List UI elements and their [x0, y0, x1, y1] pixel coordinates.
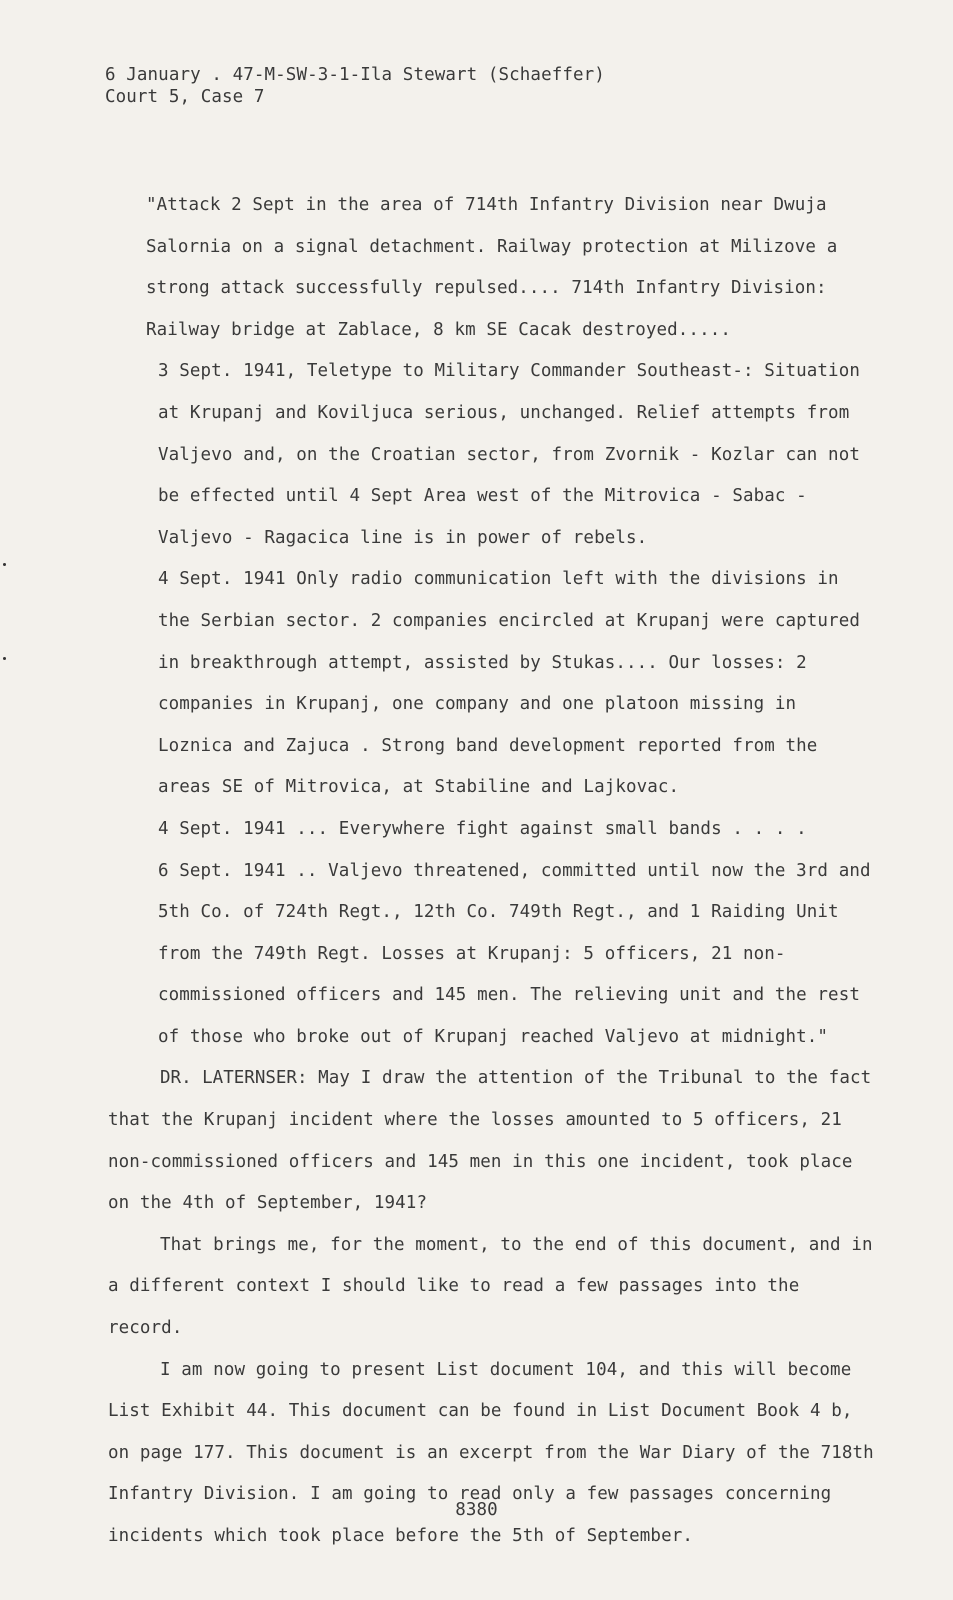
- quote-paragraph-2-sept: "Attack 2 Sept in the area of 714th Infantry Division near Dwuja Salornia on a signal detachment. Railway protection at Milizove a strong attack successfully repulsed.... 714th Infantry Division: Railway bridge at Zablace, 8 km SE Cacak destroyed.....: [146, 195, 838, 340]
- quote-paragraph-4-sept: 4 Sept. 1941 Only radio communication left with the divisions in the Serbian sector. 2 companies encircled at Krupanj were captured in breakthrough attempt, assisted by Stukas.... Our losses: 2 companies in Krupanj, one company and one platoon missing in Loznica and Zajuca . Strong band development reported from the areas SE of Mitrovica, at Stabiline and Lajkovac.: [158, 569, 860, 798]
- quote-paragraph-3-sept: 3 Sept. 1941, Teletype to Military Commander Southeast-: Situation at Krupanj and Koviljuca serious, unchanged. Relief attempts from Valjevo and, on the Croatian sector, from Zvornik - Kozlar can not be effected until 4 Sept Area west of the Mitrovica - Sabac - Valjevo - Ragacica line is in power of rebels.: [158, 361, 860, 548]
- header-court-line: Court 5, Case 7: [105, 87, 265, 107]
- quote-paragraph-6-sept: 6 Sept. 1941 .. Valjevo threatened, committed until now the 3rd and 5th Co. of 724th Regt., 12th Co. 749th Regt., and 1 Raiding Unit from the 749th Regt. Losses at Krupanj: 5 officers, 21 non-commissioned officers and 145 men. The relieving unit and the rest of those who broke out of Krupanj reached Valjevo at midnight.": [158, 860, 871, 1047]
- statement-paragraph-end-of-document: That brings me, for the moment, to the end of this document, and in a different context I should like to read a few passages into the record.: [108, 1234, 873, 1339]
- speaker-name: DR. LATERNSER:: [160, 1068, 308, 1089]
- document-header: [105, 64, 605, 108]
- header-reference-line: 6 January . 47-M-SW-3-1-Ila Stewart (Schaeffer): [105, 65, 605, 85]
- margin-speck: [3, 657, 6, 660]
- margin-speck: [3, 563, 6, 566]
- quote-paragraph-4-sept-bands: 4 Sept. 1941 ... Everywhere fight against small bands . . . .: [158, 818, 807, 839]
- document-body: [108, 185, 878, 1558]
- page-number: 8380: [455, 1500, 498, 1520]
- statement-paragraph-list-document: I am now going to present List document 104, and this will become List Exhibit 44. This document can be found in List Document Book 4 b, on page 177. This document is an excerpt from the War Diary of the 718th Infantry Division. I am going to read only a few passages concerning incidents which took place before the 5th of September.: [108, 1359, 874, 1546]
- laternser-statement-text: May I draw the attention of the Tribunal to the fact that the Krupanj incident where the losses amounted to 5 officers, 21 non-commissioned officers and 145 men in this one incident, took place on the 4th of September, 1941?: [108, 1068, 872, 1214]
- quoted-war-diary-excerpt: [108, 185, 878, 1058]
- laternser-statement: [108, 1058, 878, 1224]
